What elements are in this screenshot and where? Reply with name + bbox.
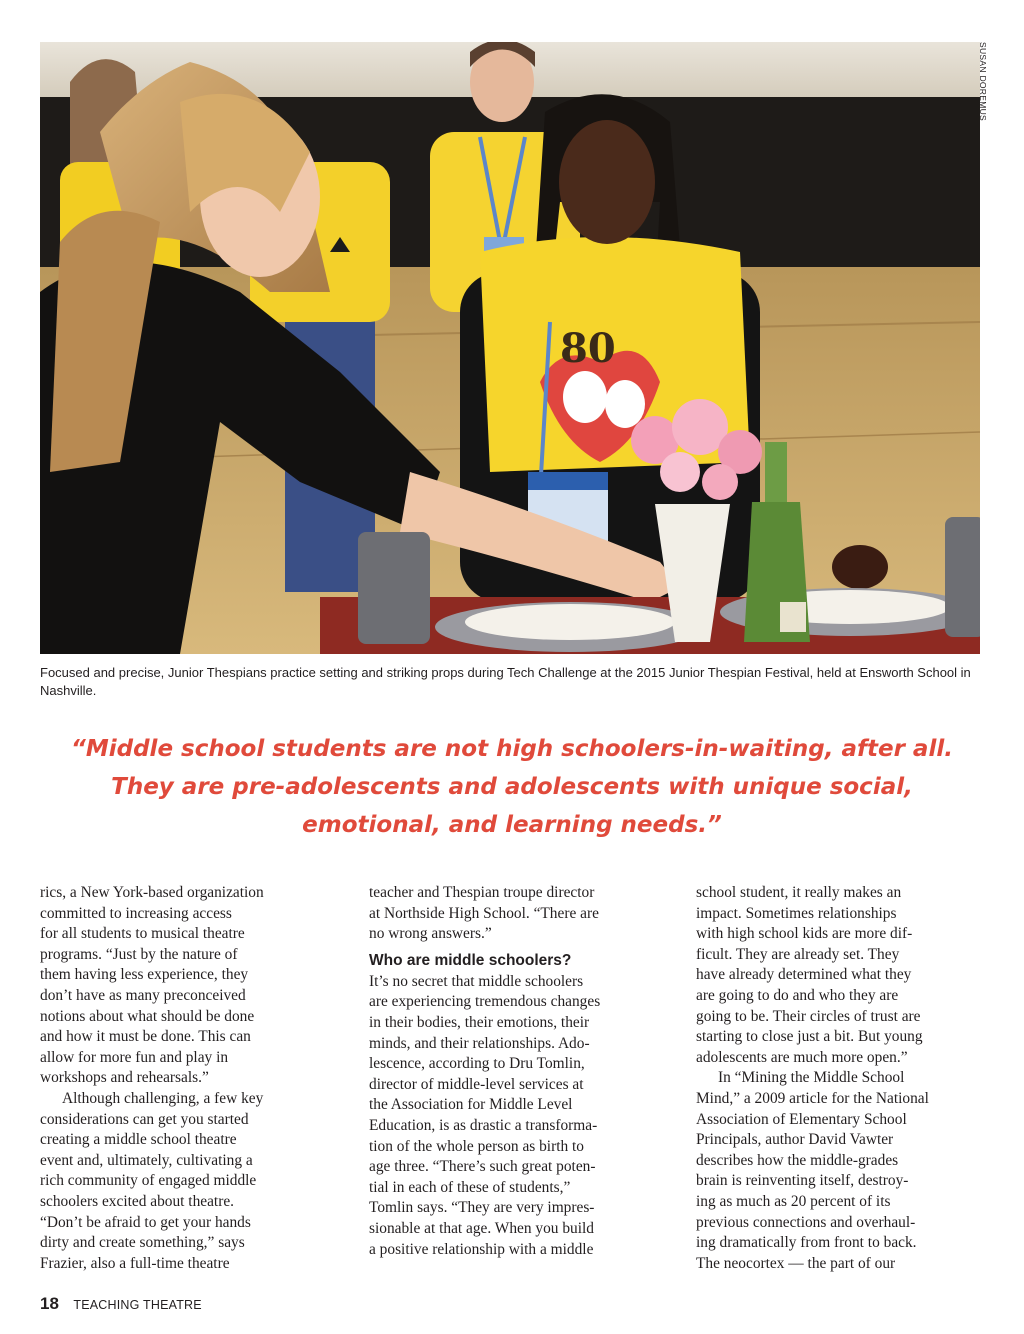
body-line: starting to close just a bit. But young bbox=[696, 1028, 923, 1046]
text-column-3 bbox=[696, 883, 986, 1274]
body-line: tial in each of these of students,” bbox=[369, 1178, 571, 1196]
body-line: workshops and rehearsals.” bbox=[40, 1069, 209, 1087]
section-heading: Who are middle schoolers? bbox=[369, 951, 572, 969]
body-line: considerations can get you started bbox=[40, 1110, 249, 1128]
body-line: at Northside High School. “There are bbox=[369, 904, 599, 922]
body-line: the Association for Middle Level bbox=[369, 1096, 573, 1114]
body-line: are experiencing tremendous changes bbox=[369, 993, 601, 1011]
shirt-print-text: 80 bbox=[560, 325, 616, 372]
body-line: It’s no secret that middle schoolers bbox=[369, 972, 584, 990]
body-line: The neocortex — the part of our bbox=[696, 1254, 896, 1272]
body-line: age three. “There’s such great poten- bbox=[369, 1158, 596, 1176]
body-line: dirty and create something,” says bbox=[40, 1234, 245, 1252]
body-line: sionable at that age. When you build bbox=[369, 1219, 594, 1237]
body-line: don’t have as many preconceived bbox=[40, 986, 246, 1004]
body-line: school student, it really makes an bbox=[696, 884, 902, 901]
body-line: In “Mining the Middle School bbox=[718, 1069, 905, 1087]
body-line: for all students to musical theatre bbox=[40, 925, 245, 943]
body-line: tion of the whole person as birth to bbox=[369, 1137, 585, 1155]
body-line: creating a middle school theatre bbox=[40, 1131, 237, 1149]
body-line: with high school kids are more dif- bbox=[696, 925, 913, 943]
body-line: rich community of engaged middle bbox=[40, 1172, 257, 1190]
body-line: ing dramatically from front to back. bbox=[696, 1234, 917, 1252]
photo-credit: SUSAN DOREMUS bbox=[978, 42, 988, 121]
body-line: adolescents are much more open.” bbox=[696, 1048, 908, 1066]
body-line: a positive relationship with a middle bbox=[369, 1240, 594, 1258]
text-column-2 bbox=[369, 883, 659, 1260]
body-line: no wrong answers.” bbox=[369, 925, 492, 943]
text-column-1 bbox=[40, 883, 330, 1274]
body-line: allow for more fun and play in bbox=[40, 1048, 229, 1066]
body-line: Mind,” a 2009 article for the National bbox=[696, 1089, 929, 1107]
body-line: minds, and their relationships. Ado- bbox=[369, 1034, 590, 1052]
body-line: rics, a New York-based organization bbox=[40, 884, 264, 901]
body-line: impact. Sometimes relationships bbox=[696, 904, 897, 922]
body-line: director of middle-level services at bbox=[369, 1075, 584, 1093]
body-line: committed to increasing access bbox=[40, 904, 232, 922]
body-line: ing as much as 20 percent of its bbox=[696, 1192, 891, 1210]
body-line: Frazier, also a full-time theatre bbox=[40, 1254, 230, 1272]
body-line: previous connections and overhaul- bbox=[696, 1213, 916, 1231]
photo-caption: Focused and precise, Junior Thespians practice setting and striking props during Tech Challenge at the 2015 Junior Thespian Festival, held at Ensworth School in Nashville. bbox=[40, 665, 971, 698]
body-line: “Don’t be afraid to get your hands bbox=[40, 1213, 251, 1231]
body-line: Although challenging, a few key bbox=[62, 1089, 264, 1107]
body-line: Education, is as drastic a transforma- bbox=[369, 1116, 598, 1134]
body-line: schoolers excited about theatre. bbox=[40, 1192, 235, 1210]
body-line: teacher and Thespian troupe director bbox=[369, 884, 595, 901]
feature-photo bbox=[40, 42, 980, 654]
body-line: lescence, according to Dru Tomlin, bbox=[369, 1055, 585, 1073]
body-line: are going to do and who they are bbox=[696, 986, 899, 1004]
body-line: describes how the middle-grades bbox=[696, 1151, 899, 1169]
body-line: have already determined what they bbox=[696, 966, 912, 984]
body-line: ficult. They are already set. They bbox=[696, 945, 900, 963]
page-number: 18 bbox=[40, 1294, 59, 1313]
body-line: programs. “Just by the nature of bbox=[40, 945, 238, 963]
body-line: Association of Elementary School bbox=[696, 1110, 907, 1128]
body-line: notions about what should be done bbox=[40, 1007, 255, 1025]
pull-quote bbox=[60, 730, 964, 844]
body-line: Principals, author David Vawter bbox=[696, 1131, 894, 1149]
body-line: event and, ultimately, cultivating a bbox=[40, 1151, 253, 1169]
pull-quote-line: They are pre-adolescents and adolescents with unique social, bbox=[111, 774, 913, 800]
photo-illustration bbox=[40, 42, 980, 654]
body-line: and how it must be done. This can bbox=[40, 1028, 251, 1046]
magazine-name: TEACHING THEATRE bbox=[73, 1298, 202, 1312]
pull-quote-line: emotional, and learning needs.” bbox=[302, 812, 722, 838]
body-line: Tomlin says. “They are very impres- bbox=[369, 1199, 595, 1217]
page-footer bbox=[40, 1294, 202, 1314]
body-line: in their bodies, their emotions, their bbox=[369, 1013, 590, 1031]
body-line: going to be. Their circles of trust are bbox=[696, 1007, 921, 1025]
body-line: them having less experience, they bbox=[40, 966, 249, 984]
body-line: brain is reinventing itself, destroy- bbox=[696, 1172, 909, 1190]
pull-quote-line: “Middle school students are not high schoolers-in-waiting, after all. bbox=[71, 736, 953, 762]
